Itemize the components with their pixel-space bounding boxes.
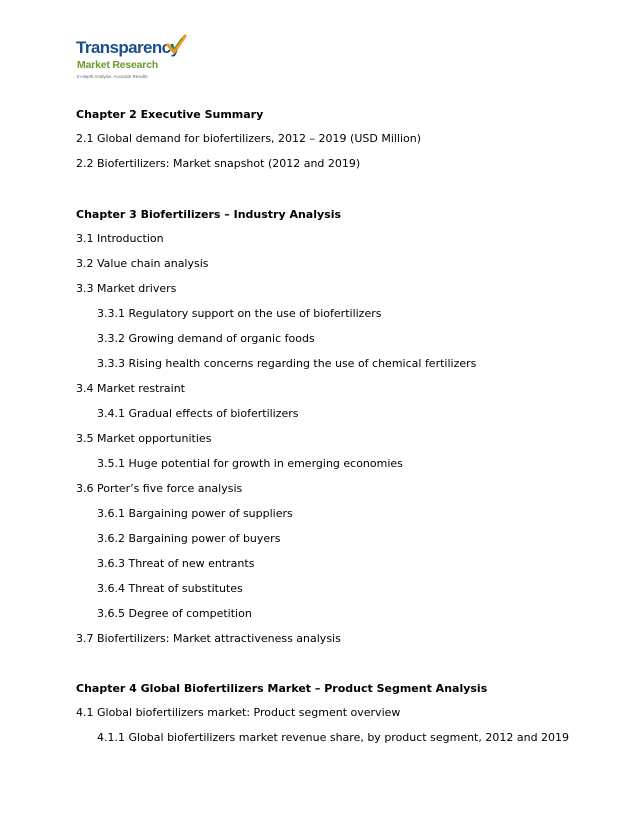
section-item: 4.1 Global biofertilizers market: Product segment overview — [76, 706, 401, 719]
subsection-item: 3.6.3 Threat of new entrants — [97, 557, 255, 570]
subsection-item: 3.6.1 Bargaining power of suppliers — [97, 507, 293, 520]
subsection-item: 3.4.1 Gradual effects of biofertilizers — [97, 407, 299, 420]
chapter-heading: Chapter 2 Executive Summary — [76, 108, 264, 121]
section-item: 2.1 Global demand for biofertilizers, 2012 – 2019 (USD Million) — [76, 132, 422, 145]
section-item: 3.4 Market restraint — [76, 382, 185, 395]
section-item: 2.2 Biofertilizers: Market snapshot (2012 and 2019) — [76, 157, 361, 170]
subsection-item: 3.3.2 Growing demand of organic foods — [97, 332, 315, 345]
section-item: 3.6 Porter’s five force analysis — [76, 482, 243, 495]
checkmark-icon — [165, 34, 187, 56]
chapter-heading: Chapter 3 Biofertilizers – Industry Analysis — [76, 208, 342, 221]
subsection-item: 3.6.4 Threat of substitutes — [97, 582, 243, 595]
subsection-item: 3.3.3 Rising health concerns regarding the use of chemical fertilizers — [97, 357, 477, 370]
subsection-item: 3.5.1 Huge potential for growth in emerging economies — [97, 457, 403, 470]
logo-subtitle: Market Research — [77, 59, 159, 71]
section-item: 3.5 Market opportunities — [76, 432, 212, 445]
logo-name: Transparency — [76, 38, 180, 57]
section-item: 3.1 Introduction — [76, 232, 164, 245]
subsection-item: 3.6.2 Bargaining power of buyers — [97, 532, 281, 545]
logo-tagline: In-depth Analysis. Accurate Results — [77, 74, 148, 79]
subsection-item: 3.6.5 Degree of competition — [97, 607, 252, 620]
section-item: 3.3 Market drivers — [76, 282, 177, 295]
chapter-heading: Chapter 4 Global Biofertilizers Market – Product Segment Analysis — [76, 682, 488, 695]
subsection-item: 4.1.1 Global biofertilizers market revenue share, by product segment, 2012 and 2019 — [97, 731, 570, 744]
section-item: 3.2 Value chain analysis — [76, 257, 209, 270]
section-item: 3.7 Biofertilizers: Market attractiveness analysis — [76, 632, 341, 645]
company-logo — [76, 34, 186, 84]
subsection-item: 3.3.1 Regulatory support on the use of biofertilizers — [97, 307, 382, 320]
